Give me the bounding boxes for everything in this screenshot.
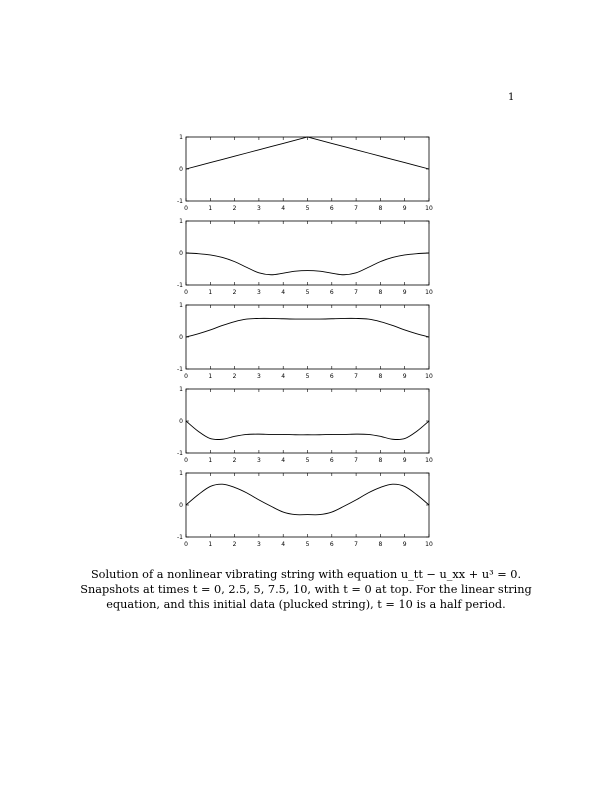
x-tick-label: 5 xyxy=(305,289,310,296)
y-tick-label: -1 xyxy=(177,366,183,373)
plot-frame-5 xyxy=(186,473,429,537)
x-tick-label: 7 xyxy=(354,541,359,548)
y-tick-label: 0 xyxy=(179,166,183,173)
x-tick-label: 5 xyxy=(305,373,310,380)
x-tick-label: 6 xyxy=(329,457,334,464)
x-tick-label: 5 xyxy=(305,541,310,548)
x-tick-label: 9 xyxy=(402,373,407,380)
x-tick-label: 2 xyxy=(232,373,237,380)
x-tick-label: 7 xyxy=(354,373,359,380)
x-tick-label: 1 xyxy=(208,205,213,212)
x-tick-label: 8 xyxy=(378,457,383,464)
x-tick-label: 10 xyxy=(425,289,433,296)
x-tick-label: 9 xyxy=(402,457,407,464)
x-tick-label: 0 xyxy=(184,541,188,548)
x-tick-label: 6 xyxy=(329,289,334,296)
series-line-4 xyxy=(186,421,429,440)
x-tick-label: 9 xyxy=(402,541,407,548)
x-tick-label: 4 xyxy=(281,289,286,296)
x-tick-label: 2 xyxy=(232,205,237,212)
y-tick-label: -1 xyxy=(177,450,183,457)
x-tick-label: 3 xyxy=(256,457,261,464)
x-tick-label: 3 xyxy=(256,541,261,548)
x-tick-label: 1 xyxy=(208,289,213,296)
x-tick-label: 3 xyxy=(256,205,261,212)
x-tick-label: 7 xyxy=(354,457,359,464)
x-tick-label: 1 xyxy=(208,373,213,380)
plot-frame-1 xyxy=(186,137,429,201)
x-tick-label: 1 xyxy=(208,541,213,548)
x-tick-label: 10 xyxy=(425,205,433,212)
x-tick-label: 4 xyxy=(281,373,286,380)
x-tick-label: 9 xyxy=(402,289,407,296)
y-tick-label: 1 xyxy=(179,302,183,309)
x-tick-label: 5 xyxy=(305,205,310,212)
y-tick-label: 0 xyxy=(179,334,183,341)
series-line-5 xyxy=(186,484,429,515)
x-tick-label: 0 xyxy=(184,289,188,296)
x-tick-label: 4 xyxy=(281,457,286,464)
y-tick-label: -1 xyxy=(177,198,183,205)
x-tick-label: 6 xyxy=(329,205,334,212)
x-tick-label: 8 xyxy=(378,373,383,380)
x-tick-label: 6 xyxy=(329,373,334,380)
plot-frame-4 xyxy=(186,389,429,453)
x-tick-label: 9 xyxy=(402,205,407,212)
caption-line-1: Solution of a nonlinear vibrating string with equation u_tt − u_xx + u³ = 0. xyxy=(90,568,522,581)
x-tick-label: 2 xyxy=(232,457,237,464)
x-tick-label: 10 xyxy=(425,373,433,380)
x-tick-label: 2 xyxy=(232,289,237,296)
x-tick-label: 8 xyxy=(378,541,383,548)
figure-caption xyxy=(60,567,552,612)
y-tick-label: 0 xyxy=(179,418,183,425)
y-tick-label: 0 xyxy=(179,502,183,509)
y-tick-label: 1 xyxy=(179,134,183,141)
plot-frame-3 xyxy=(186,305,429,369)
x-tick-label: 10 xyxy=(425,457,433,464)
series-line-3 xyxy=(186,318,429,337)
y-tick-label: 1 xyxy=(179,470,183,477)
y-tick-label: -1 xyxy=(177,282,183,289)
x-tick-label: 6 xyxy=(329,541,334,548)
series-line-1 xyxy=(186,137,429,169)
x-tick-label: 7 xyxy=(354,289,359,296)
x-tick-label: 5 xyxy=(305,457,310,464)
x-tick-label: 3 xyxy=(256,373,261,380)
x-tick-label: 2 xyxy=(232,541,237,548)
y-tick-label: 1 xyxy=(179,218,183,225)
x-tick-label: 0 xyxy=(184,373,188,380)
x-tick-label: 0 xyxy=(184,205,188,212)
series-line-2 xyxy=(186,253,429,275)
x-tick-label: 8 xyxy=(378,289,383,296)
x-tick-label: 8 xyxy=(378,205,383,212)
y-tick-label: 1 xyxy=(179,386,183,393)
caption-line-3: equation, and this initial data (plucked string), t = 10 is a half period. xyxy=(106,598,506,611)
x-tick-label: 4 xyxy=(281,541,286,548)
y-tick-label: -1 xyxy=(177,534,183,541)
x-tick-label: 0 xyxy=(184,457,188,464)
x-tick-label: 7 xyxy=(354,205,359,212)
y-tick-label: 0 xyxy=(179,250,183,257)
x-tick-label: 10 xyxy=(425,541,433,548)
x-tick-label: 3 xyxy=(256,289,261,296)
caption-line-2: Snapshots at times t = 0, 2.5, 5, 7.5, 10, with t = 0 at top. For the linear string xyxy=(80,583,532,596)
page-number: 1 xyxy=(508,92,515,103)
x-tick-label: 4 xyxy=(281,205,286,212)
plot-frame-2 xyxy=(186,221,429,285)
x-tick-label: 1 xyxy=(208,457,213,464)
